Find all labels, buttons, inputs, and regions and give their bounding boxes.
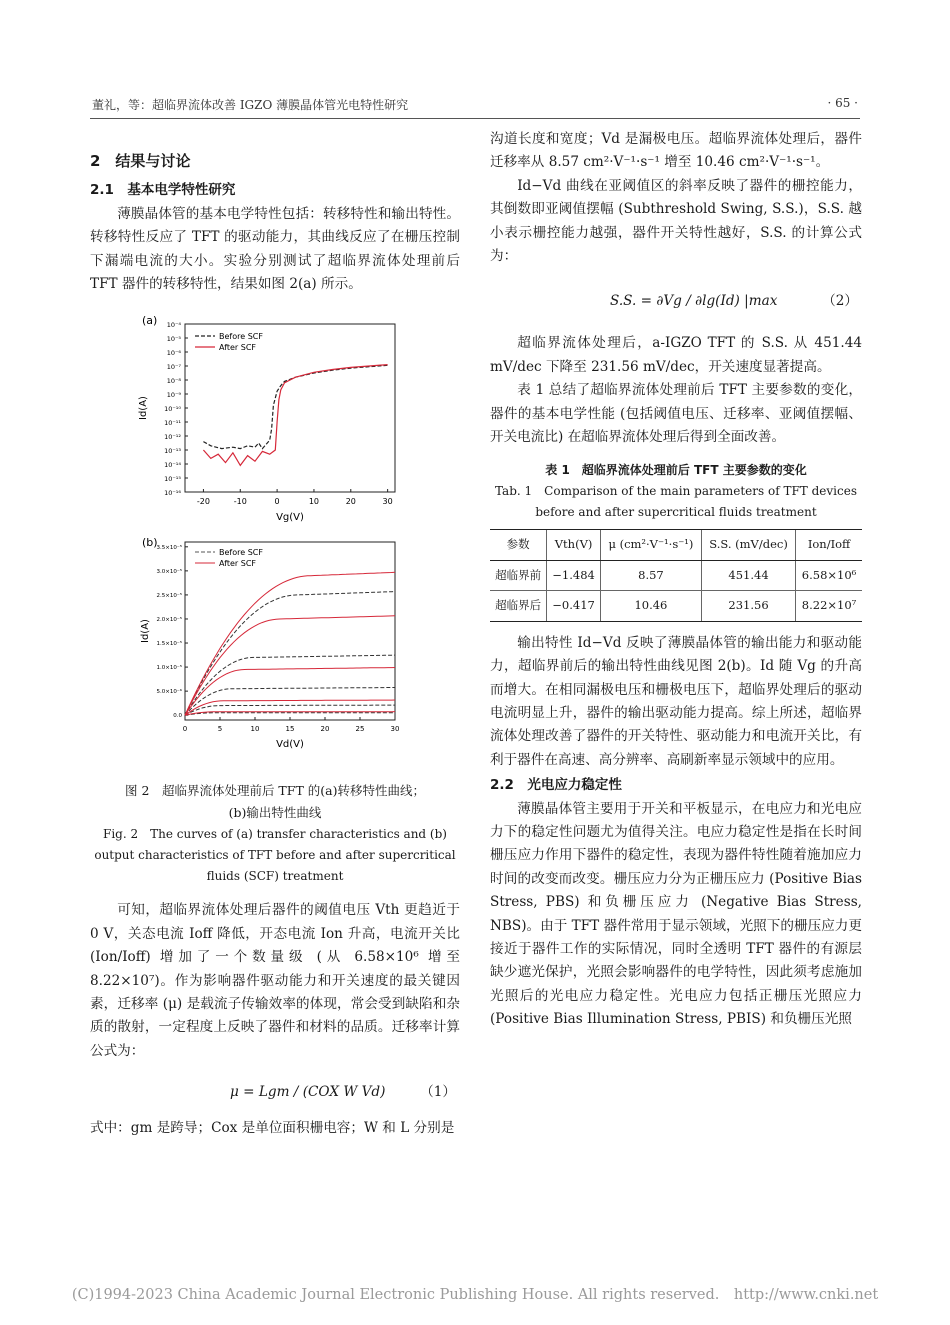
y-axis-label: Id(A) <box>138 396 149 421</box>
figure-caption-cn <box>90 780 460 824</box>
y-tick-label: 10⁻⁷ <box>166 363 181 372</box>
after-scf-curve <box>185 712 395 716</box>
legend-label: After SCF <box>219 559 257 569</box>
figure-2-plots <box>90 310 460 780</box>
legend-label: Before SCF <box>219 332 263 342</box>
x-tick-label: 30 <box>382 497 393 507</box>
copyright-footer: (C)1994-2023 China Academic Journal Electronic Publishing House. All rights reserved. http://www.cnki.net <box>71 1287 879 1303</box>
paragraph-4: 沟道长度和宽度；Vd 是漏极电压。超临界流体处理后，器件迁移率从 8.57 cm²·V⁻¹·s⁻¹ 增至 10.46 cm²·V⁻¹·s⁻¹。 <box>490 131 862 171</box>
caption-cn-line-2: (b)输出特性曲线 <box>228 805 322 821</box>
y-tick-label: 3.0×10⁻⁵ <box>156 569 182 576</box>
subsection-heading-2-2: 2.2 光电应力稳定性 <box>490 777 622 794</box>
paragraph-1: 薄膜晶体管的基本电学特性包括：转移特性和输出特性。转移特性反应了 TFT 的驱动能力，其曲线反应了在栅压控制下漏端电流的大小。实验分别测试了超临界流体处理前后 TFT 器件的转移特性，结果如图 2(a) 所示。 <box>90 205 460 293</box>
paragraph-8: 输出特性 Id−Vd 反映了薄膜晶体管的输出能力和驱动能力，超临界前后的输出特性曲线见图 2(b)。Id 随 Vg 的升高而增大。在相同漏极电压和栅极电压下，超临界处理后的驱动电流明显上升，器件的输出驱动能力提高。综上所述，超临界流体处理改善了器件的开关特性、驱动能力和电流开关比，有利于器件在高速、高分辨率、高刷新率显示领域中的应用。 <box>490 634 862 768</box>
x-tick-label: 0 <box>274 497 280 507</box>
table-cell: 6.58×10⁶ <box>796 560 862 590</box>
paragraph-6: 超临界流体处理后，a-IGZO TFT 的 S.S. 从 451.44 mV/dec 下降至 231.56 mV/dec，开关速度显著提高。 <box>490 335 862 375</box>
x-tick-label: -20 <box>196 497 210 507</box>
paragraph-3: 式中：gm 是跨导；Cox 是单位面积栅电容；W 和 L 分别是 <box>90 1120 455 1137</box>
legend-label: After SCF <box>219 343 257 353</box>
paragraph-9: 薄膜晶体管主要用于开关和平板显示，在电应力和光电应力下的稳定性问题尤为值得关注。电应力稳定性是指在长时间栅压应力作用下器件的稳定性，表现为器件特性随着施加应力时间的改变而改变。栅压应力分为正栅压应力 (Positive Bias Stress, PBS) 和负栅压应力 (Negative Bias Stress, NBS)。由于 TFT 器件常用于显示领域，光照下的栅压应力更接近于器件工作的实际情况，同时全透明 TFT 器件的有源层缺少遮光保护，光照会影响器件的电学特性，因此须考虑施加光照后的光电应力稳定性。光电应力包括正栅压光照应力 (Positive Bias Illumination Stress, PBIS) 和负栅压光照 <box>490 800 862 1028</box>
y-tick-label: 10⁻⁵ <box>166 335 181 344</box>
x-axis-label: Vg(V) <box>276 512 304 524</box>
table-cell: 超临界后 <box>490 591 547 621</box>
x-tick-label: 0 <box>182 725 188 734</box>
y-tick-label: 10⁻¹⁶ <box>164 489 181 498</box>
caption-cn-line-1: 图 2 超临界流体处理前后 TFT 的(a)转移特性曲线； <box>125 783 425 799</box>
table-header-cell: μ (cm²·V⁻¹·s⁻¹) <box>600 530 701 560</box>
x-tick-label: 25 <box>355 725 365 734</box>
table-row <box>490 560 862 590</box>
formula-2-expression: S.S. = ∂Vg / ∂lg(Id) |max <box>610 293 778 310</box>
y-tick-label: 2.5×10⁻⁵ <box>156 593 182 600</box>
figure-caption-en <box>90 824 460 887</box>
y-tick-label: 0.0 <box>173 713 182 720</box>
y-tick-label: 1.0×10⁻⁵ <box>156 665 182 672</box>
x-axis-label: Vd(V) <box>276 739 304 751</box>
x-tick-label: 15 <box>285 725 295 734</box>
y-tick-label: 10⁻⁴ <box>166 321 181 330</box>
x-tick-label: 5 <box>217 725 223 734</box>
y-tick-label: 3.5×10⁻⁵ <box>156 545 182 552</box>
subsection-heading-2-1: 2.1 基本电学特性研究 <box>90 182 236 199</box>
formula-1-number: （1） <box>420 1084 456 1101</box>
formula-1 <box>90 1063 460 1117</box>
x-tick-label: 20 <box>320 725 330 734</box>
x-tick-label: -10 <box>233 497 247 507</box>
y-tick-label: 10⁻¹² <box>164 433 181 442</box>
table-cell: 8.57 <box>600 560 701 590</box>
formula-2 <box>490 268 862 332</box>
table-cell: 超临界前 <box>490 560 547 590</box>
formula-1-expression: μ = Lgm / (COX W Vd) <box>230 1084 386 1101</box>
y-tick-label: 10⁻¹⁴ <box>164 461 181 470</box>
after-scf-curve <box>185 573 395 716</box>
y-tick-label: 10⁻¹⁵ <box>164 475 181 484</box>
running-title: 董礼，等：超临界流体改善 IGZO 薄膜晶体管光电特性研究 <box>92 98 409 112</box>
table-row <box>490 591 862 621</box>
table-header-cell: 参数 <box>490 530 547 560</box>
paragraph-5: Id−Vd 曲线在亚阈值区的斜率反映了器件的栅控能力，其倒数即亚阈值摆幅 (Subthreshold Swing, S.S.)，S.S. 越小表示栅控能力越强，器件开关特性越好，S.S. 的计算公式为： <box>490 177 862 265</box>
table-header-cell: S.S. (mV/dec) <box>702 530 796 560</box>
x-tick-label: 10 <box>250 725 260 734</box>
caption-en-line-1: Fig. 2 The curves of (a) transfer characteristics and (b) <box>103 827 447 842</box>
panel-a-label: (a) <box>142 314 158 328</box>
legend-label: Before SCF <box>219 548 263 558</box>
y-tick-label: 10⁻⁶ <box>166 349 181 358</box>
formula-2-number: （2） <box>822 293 858 310</box>
table-cell: 231.56 <box>702 591 796 621</box>
left-column <box>90 140 460 1141</box>
y-tick-label: 10⁻¹¹ <box>164 419 181 428</box>
table-cell: 10.46 <box>600 591 701 621</box>
y-tick-label: 1.5×10⁻⁵ <box>156 641 182 648</box>
page-number: · 65 · <box>827 96 858 110</box>
y-tick-label: 5.0×10⁻⁶ <box>156 689 182 696</box>
panel-a-frame <box>185 324 395 492</box>
y-tick-label: 10⁻⁹ <box>166 391 181 400</box>
table-cell: 8.22×10⁷ <box>796 591 862 621</box>
paragraph-7: 表 1 总结了超临界流体处理前后 TFT 主要参数的变化，器件的基本电学性能 (包括阈值电压、迁移率、亚阈值摆幅、开关电流比) 在超临界流体处理后得到全面改善。 <box>490 382 862 446</box>
y-tick-label: 10⁻⁸ <box>166 377 181 386</box>
table-cell: −0.417 <box>547 591 601 621</box>
caption-en-line-2: output characteristics of TFT before and after supercritical <box>94 848 456 863</box>
y-tick-label: 10⁻¹³ <box>164 447 181 456</box>
paragraph-2: 可知，超临界流体处理后器件的阈值电压 Vth 更趋近于 0 V，关态电流 Ioff 降低，开态电流 Ion 升高，电流开关比 (Ion/Ioff) 增加了一个数量级 (从 6.58×10⁶ 增至 8.22×10⁷)。作为影响器件驱动能力和开关速度的最关键因素，迁移率 (μ) 是载流子传输效率的体现，常会受到缺陷和杂质的散射，一定程度上反映了器件和材料的品质。迁移率计算公式为： <box>90 902 460 1059</box>
figure-2 <box>90 310 460 780</box>
before-scf-curve <box>185 713 395 716</box>
panel-b-label: (b) <box>142 536 158 550</box>
x-tick-label: 30 <box>390 725 400 734</box>
table-header-cell: Ion/Ioff <box>796 530 862 560</box>
y-tick-label: 2.0×10⁻⁵ <box>156 617 182 624</box>
panel-b-frame <box>185 542 395 720</box>
x-tick-label: 10 <box>308 497 320 507</box>
header-rule <box>90 118 860 119</box>
table-1-title-en-2: before and after supercritical fluids treatment <box>535 505 817 520</box>
before-scf-curve <box>185 706 395 716</box>
table-cell: −1.484 <box>547 560 601 590</box>
table-1 <box>490 529 862 621</box>
caption-en-line-3: fluids (SCF) treatment <box>206 869 344 884</box>
running-header <box>92 96 858 113</box>
table-1-block <box>490 459 862 621</box>
table-1-title-cn: 表 1 超临界流体处理前后 TFT 主要参数的变化 <box>545 463 807 478</box>
series-line-after-scf <box>203 365 387 466</box>
y-axis-label: Id(A) <box>140 619 151 644</box>
y-tick-label: 10⁻¹⁰ <box>164 405 181 414</box>
table-header-cell: Vth(V) <box>547 530 601 560</box>
panel-b <box>140 536 399 750</box>
table-cell: 451.44 <box>702 560 796 590</box>
x-tick-label: 20 <box>345 497 356 507</box>
panel-a <box>138 314 395 523</box>
table-1-title-en-1: Tab. 1 Comparison of the main parameters of TFT devices <box>494 484 857 499</box>
right-column <box>490 128 862 1032</box>
section-heading: 2 结果与讨论 <box>90 152 191 170</box>
